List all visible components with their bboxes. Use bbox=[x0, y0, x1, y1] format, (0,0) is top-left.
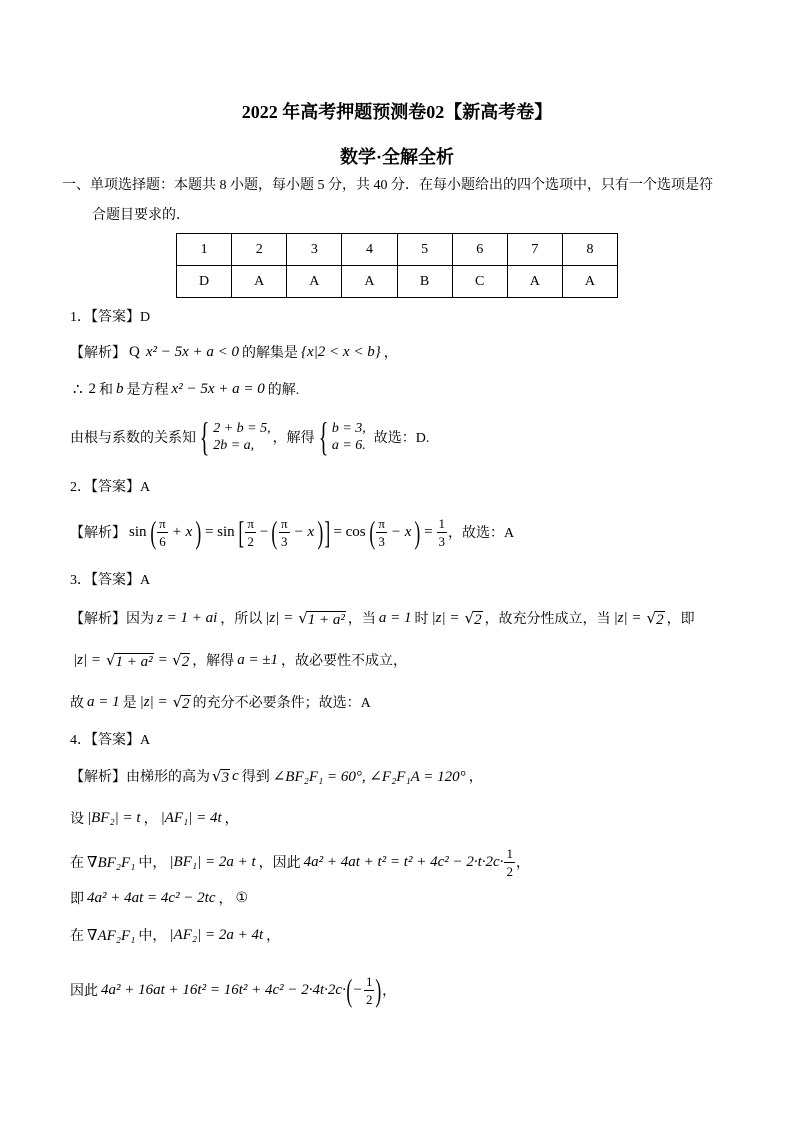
q1-answer: 1．【答案】D bbox=[70, 310, 151, 325]
math-expression: |AF₂| = 2a + 4t bbox=[169, 926, 264, 943]
fraction bbox=[279, 516, 290, 549]
math-expression: z = 1 + ai bbox=[157, 609, 218, 626]
triangle-expression: ∇BF₂F₁ bbox=[87, 854, 136, 871]
text-segment: 在 bbox=[70, 929, 84, 944]
system-row: 2b = a, bbox=[213, 438, 255, 453]
q1-analysis-line-2 bbox=[70, 377, 299, 401]
radical-sign: √ bbox=[646, 608, 657, 627]
q2-analysis-line-1 bbox=[70, 512, 514, 552]
fraction-denominator: 2 bbox=[506, 863, 513, 879]
equation-system bbox=[213, 420, 270, 454]
left-paren: ( bbox=[149, 514, 156, 550]
conclusion-text: 故选：D. bbox=[373, 431, 430, 446]
inequality-expression: x² − 5x + a < 0 bbox=[145, 343, 240, 360]
math-value: 2 bbox=[88, 380, 97, 397]
text-segment: ，因此 bbox=[258, 856, 301, 871]
text-segment: ，当 bbox=[347, 612, 376, 627]
fraction-denominator: 3 bbox=[438, 533, 446, 549]
radical-sign: √ bbox=[172, 692, 183, 711]
fraction bbox=[245, 516, 256, 549]
fraction bbox=[376, 516, 387, 549]
radical-sign: √ bbox=[105, 650, 116, 669]
modulus-expression: |z| = bbox=[139, 693, 168, 710]
text-segment: ， bbox=[515, 856, 530, 871]
q4-analysis-line-5 bbox=[70, 923, 280, 947]
q3-answer: 3．【答案】A bbox=[70, 573, 151, 588]
text-segment: ，所以 bbox=[220, 612, 263, 627]
text-segment: 因此 bbox=[70, 984, 98, 999]
text-segment: ，解得 bbox=[192, 654, 235, 669]
q3-analysis-line-3 bbox=[70, 690, 371, 714]
modulus-expression: |z| = bbox=[73, 651, 101, 668]
table-cell-number: 1 bbox=[177, 234, 232, 266]
math-expression: − x bbox=[390, 523, 412, 540]
left-bracket: [ bbox=[238, 514, 244, 550]
math-expression: + x bbox=[171, 523, 193, 540]
analysis-label: 【解析】 bbox=[70, 526, 126, 541]
section-heading-line-1: 一、单项选择题：本题共 8 小题，每小题 5 分，共 40 分．在每小题给出的四个选项中，只有一个选项是符 bbox=[62, 178, 713, 193]
text-segment: 时 bbox=[414, 612, 429, 627]
q4-analysis-line-6 bbox=[70, 968, 396, 1012]
solution-set-expression: {x|2 < x < b} bbox=[301, 343, 381, 360]
math-expression: − x bbox=[293, 523, 315, 540]
fraction bbox=[504, 846, 515, 879]
square-root bbox=[106, 651, 154, 670]
radical-sign: √ bbox=[172, 650, 182, 669]
text-segment: ， bbox=[468, 770, 483, 785]
function-name: = sin bbox=[204, 523, 235, 540]
text-segment: 【解析】由梯形的高为 bbox=[70, 770, 210, 785]
table-cell-answer: A bbox=[342, 266, 397, 298]
fraction-numerator: π bbox=[159, 515, 166, 531]
radicand: 2 bbox=[656, 611, 664, 628]
radicand: 1 + a² bbox=[307, 611, 345, 628]
document-subtitle: 数学·全解全析 bbox=[339, 147, 454, 167]
square-root bbox=[172, 651, 190, 670]
right-paren: ) bbox=[414, 514, 421, 550]
table-cell-number: 3 bbox=[287, 234, 342, 266]
table-cell-answer: A bbox=[507, 266, 562, 298]
fraction-numerator: π bbox=[378, 515, 385, 531]
equals-sign: = bbox=[158, 651, 168, 668]
square-root bbox=[298, 609, 346, 628]
right-bracket: ] bbox=[324, 514, 331, 550]
table-cell-answer: C bbox=[452, 266, 507, 298]
table-cell-number: 7 bbox=[507, 234, 562, 266]
text-segment: 由根与系数的关系知 bbox=[70, 431, 196, 446]
angle-expression: ∠BF₂F₁ = 60°, ∠F₂F₁A = 120° bbox=[272, 768, 466, 785]
q2-answer: 2．【答案】A bbox=[70, 480, 151, 495]
text-segment: ， bbox=[383, 346, 398, 361]
fraction-denominator: 3 bbox=[281, 533, 288, 549]
text-segment: ， bbox=[224, 812, 239, 827]
table-row-numbers bbox=[177, 234, 618, 266]
math-expression: a = 1 bbox=[378, 609, 412, 626]
system-row: 2 + b = 5, bbox=[213, 421, 271, 436]
fraction-numerator: 1 bbox=[438, 515, 446, 531]
document-title: 2022 年高考押题预测卷02【新高考卷】 bbox=[241, 102, 553, 122]
math-expression: a = ±1 bbox=[237, 651, 279, 668]
text-segment: 是 bbox=[122, 696, 137, 711]
square-root bbox=[173, 693, 191, 712]
table-cell-answer: A bbox=[287, 266, 342, 298]
radical-sign: √ bbox=[298, 608, 308, 627]
fraction-denominator: 2 bbox=[247, 533, 254, 549]
table-cell-answer: D bbox=[177, 266, 232, 298]
conclusion-text: 的充分不必要条件；故选：A bbox=[192, 696, 371, 711]
text-segment: 的解. bbox=[267, 383, 300, 398]
table-cell-answer: B bbox=[397, 266, 452, 298]
text-segment: ，故必要性不成立， bbox=[281, 654, 408, 669]
math-expression: |BF₁| = 2a + t bbox=[169, 853, 256, 870]
text-segment: ，故充分性成立，当 bbox=[484, 612, 611, 627]
circled-number-marker: ① bbox=[235, 890, 249, 906]
section-heading-line-2: 合题目要求的． bbox=[92, 208, 190, 223]
function-name: = cos bbox=[333, 523, 366, 540]
radical-sign: √ bbox=[464, 608, 475, 627]
text-segment: 的解集是 bbox=[242, 346, 299, 361]
q3-analysis-line-2 bbox=[70, 648, 407, 672]
text-segment: 即 bbox=[70, 892, 84, 907]
q3-analysis-line-1 bbox=[70, 606, 695, 630]
square-root bbox=[212, 767, 230, 786]
text-segment: ， bbox=[218, 892, 233, 907]
system-row: b = 3, bbox=[331, 421, 366, 436]
fraction bbox=[157, 516, 168, 549]
text-segment: 中， bbox=[138, 856, 167, 871]
q4-analysis-line-1 bbox=[70, 764, 483, 788]
minus-sign: − bbox=[259, 523, 269, 540]
answer-table bbox=[176, 233, 618, 298]
conclusion-text: ，故选：A bbox=[448, 526, 515, 541]
math-variable: b bbox=[116, 380, 124, 397]
radicand: 2 bbox=[474, 611, 482, 628]
equation-expression: 4a² + 4at + t² = t² + 4c² − 2·t·2c· bbox=[303, 853, 504, 870]
text-segment: 中， bbox=[138, 929, 167, 944]
table-cell-number: 6 bbox=[452, 234, 507, 266]
modulus-expression: |z| = bbox=[613, 609, 642, 626]
text-segment: 故 bbox=[70, 696, 84, 711]
table-cell-answer: A bbox=[232, 266, 287, 298]
q4-analysis-line-2 bbox=[70, 806, 239, 830]
radicand: 3 bbox=[221, 769, 230, 786]
fraction-numerator: 1 bbox=[365, 973, 373, 989]
q1-analysis-line-3 bbox=[70, 414, 430, 459]
math-variable: c bbox=[232, 767, 239, 784]
equals-sign: = bbox=[424, 523, 433, 540]
text-segment: 是方程 bbox=[126, 383, 169, 398]
analysis-label: 【解析】 bbox=[70, 346, 126, 361]
radicand: 1 + a² bbox=[115, 653, 153, 670]
right-paren: ) bbox=[375, 972, 382, 1008]
fraction-denominator: 6 bbox=[159, 533, 166, 549]
equation-expression: 4a² + 16at + 16t² = 16t² + 4c² − 2·4t·2c· bbox=[101, 981, 346, 998]
left-brace: { bbox=[318, 414, 329, 459]
equation-expression: x² − 5x + a = 0 bbox=[171, 380, 265, 397]
fraction bbox=[364, 974, 375, 1007]
modulus-expression: |z| = bbox=[265, 609, 294, 626]
fraction-numerator: π bbox=[281, 515, 288, 531]
text-segment: 和 bbox=[99, 383, 114, 398]
math-expression: |BF₂| = t bbox=[87, 809, 141, 826]
text-segment: ，解得 bbox=[272, 431, 315, 446]
text-segment: ， bbox=[266, 929, 281, 944]
fraction-denominator: 3 bbox=[378, 533, 385, 549]
text-segment: ， bbox=[382, 984, 397, 999]
square-root bbox=[465, 609, 483, 628]
text-segment: ，即 bbox=[666, 612, 695, 627]
left-paren: ( bbox=[369, 514, 375, 550]
minus-sign: − bbox=[353, 981, 362, 998]
right-paren: ) bbox=[195, 514, 202, 550]
therefore-symbol: ∴ bbox=[73, 381, 83, 398]
table-cell-number: 5 bbox=[397, 234, 452, 266]
fraction bbox=[437, 516, 448, 549]
function-name: sin bbox=[129, 523, 147, 540]
because-symbol: Q bbox=[129, 343, 140, 360]
triangle-expression: ∇AF₂F₁ bbox=[87, 927, 136, 944]
table-cell-number: 2 bbox=[232, 234, 287, 266]
fraction-denominator: 2 bbox=[365, 991, 373, 1007]
q4-analysis-line-3 bbox=[70, 842, 530, 882]
text-segment: 【解析】因为 bbox=[70, 612, 154, 627]
modulus-expression: |z| = bbox=[431, 609, 460, 626]
right-paren: ) bbox=[317, 514, 324, 550]
math-expression: |AF₁| = 4t bbox=[160, 809, 222, 826]
text-segment: 得到 bbox=[241, 770, 270, 785]
system-row: a = 6. bbox=[331, 438, 366, 453]
math-expression: a = 1 bbox=[87, 693, 120, 710]
q4-answer: 4．【答案】A bbox=[70, 733, 151, 748]
square-root bbox=[647, 609, 665, 628]
equation-expression: 4a² + 4at = 4c² − 2tc bbox=[87, 889, 216, 906]
radical-sign: √ bbox=[212, 766, 222, 785]
table-cell-number: 4 bbox=[342, 234, 397, 266]
q1-analysis-line-1 bbox=[70, 340, 398, 364]
fraction-numerator: π bbox=[247, 515, 254, 531]
table-cell-number: 8 bbox=[562, 234, 617, 266]
q4-analysis-line-4 bbox=[70, 886, 251, 910]
text-segment: 在 bbox=[70, 856, 84, 871]
text-segment: 设 bbox=[70, 812, 84, 827]
solution-system bbox=[332, 420, 366, 454]
text-segment: ， bbox=[143, 812, 158, 827]
fraction-numerator: 1 bbox=[506, 845, 513, 861]
left-paren: ( bbox=[271, 514, 278, 550]
table-cell-answer: A bbox=[562, 266, 617, 298]
radicand: 2 bbox=[182, 695, 190, 712]
left-brace: { bbox=[199, 414, 210, 459]
table-row-answers bbox=[177, 266, 618, 298]
left-paren: ( bbox=[346, 972, 353, 1008]
radicand: 2 bbox=[181, 653, 190, 670]
